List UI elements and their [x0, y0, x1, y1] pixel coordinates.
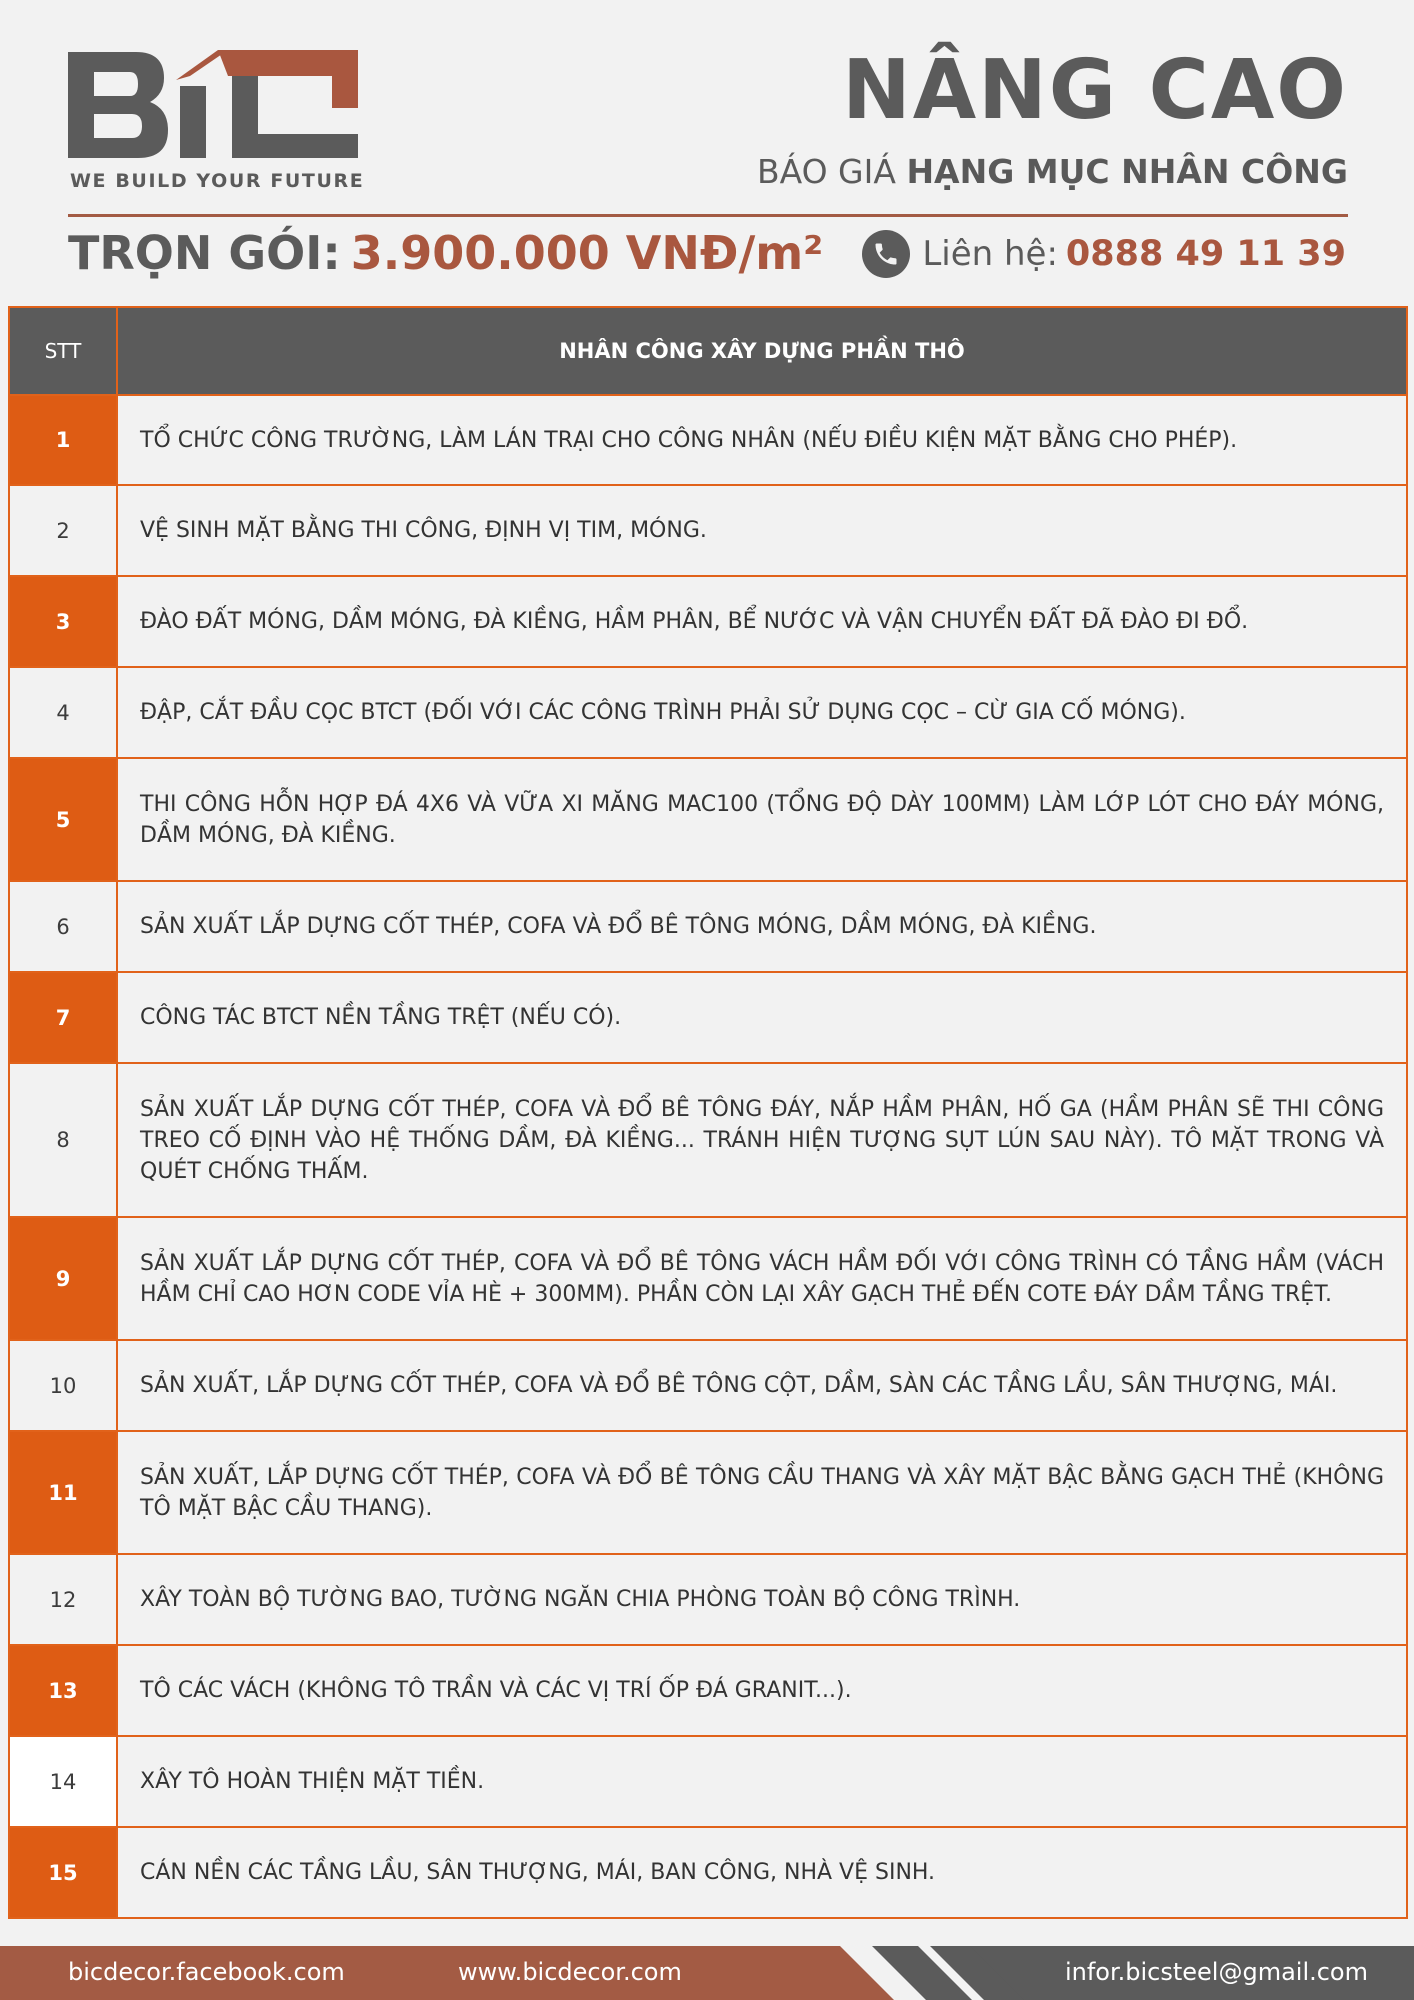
bic-logo-mark: [68, 46, 358, 166]
row-description: ĐẬP, CẮT ĐẦU CỌC BTCT (ĐỐI VỚI CÁC CÔNG TRÌNH PHẢI SỬ DỤNG CỌC – CỪ GIA CỐ MÓNG).: [140, 700, 1186, 725]
email-link[interactable]: infor.bicsteel@gmail.com: [1064, 1958, 1368, 1986]
row-description: SẢN XUẤT LẮP DỰNG CỐT THÉP, COFA VÀ ĐỔ BÊ TÔNG ĐÁY, NẮP HẦM PHÂN, HỐ GA (HẦM PHÂN SẼ THI CÔNG TREO CỐ ĐỊNH VÀO HỆ THỐNG DẦM, ĐÀ KIỀNG... TRÁNH HIỆN TƯỢNG SỤT LÚN SAU NÀY). TÔ MẶT TRONG VÀ QUÉT CHỐNG THẤM.: [140, 1096, 1384, 1184]
row-description: SẢN XUẤT, LẮP DỰNG CỐT THÉP, COFA VÀ ĐỔ BÊ TÔNG CỘT, DẦM, SÀN CÁC TẦNG LẦU, SÂN THƯỢNG, MÁI.: [140, 1373, 1338, 1398]
row-description: THI CÔNG HỖN HỢP ĐÁ 4X6 VÀ VỮA XI MĂNG MAC100 (TỔNG ĐỘ DÀY 100MM) LÀM LỚP LÓT CHO ĐÁY MÓNG, DẦM MÓNG, ĐÀ KIỀNG.: [140, 791, 1384, 848]
contact-phone: 0888 49 11 39: [1065, 234, 1346, 274]
row-description: TỔ CHỨC CÔNG TRƯỜNG, LÀM LÁN TRẠI CHO CÔNG NHÂN (NẾU ĐIỀU KIỆN MẶT BẰNG CHO PHÉP).: [140, 427, 1238, 453]
phone-icon: [862, 230, 910, 278]
row-number: 13: [10, 1646, 118, 1735]
facebook-link[interactable]: bicdecor.facebook.com: [68, 1958, 345, 1986]
row-description: XÂY TOÀN BỘ TƯỜNG BAO, TƯỜNG NGĂN CHIA PHÒNG TOÀN BỘ CÔNG TRÌNH.: [140, 1587, 1021, 1612]
table-row: [10, 668, 1406, 759]
row-number: 8: [10, 1064, 118, 1216]
row-description: SẢN XUẤT LẮP DỰNG CỐT THÉP, COFA VÀ ĐỔ BÊ TÔNG MÓNG, DẦM MÓNG, ĐÀ KIỀNG.: [140, 914, 1097, 939]
column-header-stt: STT: [10, 308, 118, 394]
table-row: [10, 882, 1406, 973]
row-description: XÂY TÔ HOÀN THIỆN MẶT TIỀN.: [140, 1769, 485, 1794]
contact-line: [862, 226, 1346, 282]
table-row: [10, 1064, 1406, 1218]
row-number: 12: [10, 1555, 118, 1644]
subtitle-prefix: BÁO GIÁ: [756, 152, 896, 191]
row-description: TÔ CÁC VÁCH (KHÔNG TÔ TRẦN VÀ CÁC VỊ TRÍ ỐP ĐÁ GRANIT...).: [140, 1678, 852, 1703]
table-row: [10, 1828, 1406, 1917]
row-number: 15: [10, 1828, 118, 1917]
row-number: 10: [10, 1341, 118, 1430]
page-title: NÂNG CAO: [842, 43, 1348, 138]
package-label: TRỌN GÓI:: [68, 226, 341, 280]
row-number: 14: [10, 1737, 118, 1826]
table-row: [10, 1737, 1406, 1828]
row-number: 9: [10, 1218, 118, 1339]
labor-items-table: [8, 306, 1408, 1919]
row-number: 6: [10, 882, 118, 971]
table-row: [10, 1341, 1406, 1432]
row-description: VỆ SINH MẶT BẰNG THI CÔNG, ĐỊNH VỊ TIM, MÓNG.: [140, 518, 707, 543]
table-row: [10, 486, 1406, 577]
row-description: SẢN XUẤT, LẮP DỰNG CỐT THÉP, COFA VÀ ĐỔ BÊ TÔNG CẦU THANG VÀ XÂY MẶT BẬC BẰNG GẠCH THẺ (KHÔNG TÔ MẶT BẬC CẦU THANG).: [140, 1464, 1384, 1521]
row-description: SẢN XUẤT LẮP DỰNG CỐT THÉP, COFA VÀ ĐỔ BÊ TÔNG VÁCH HẦM ĐỐI VỚI CÔNG TRÌNH CÓ TẦNG HẦM (VÁCH HẦM CHỈ CAO HƠN CODE VỈA HÈ + 300MM). PHẦN CÒN LẠI XÂY GẠCH THẺ ĐẾN COTE ĐÁY DẦM TẦNG TRỆT.: [140, 1250, 1384, 1307]
table-row: [10, 577, 1406, 668]
column-header-title: NHÂN CÔNG XÂY DỰNG PHẦN THÔ: [559, 338, 965, 363]
footer-bar: [0, 1946, 1414, 2000]
row-number: 7: [10, 973, 118, 1062]
table-row: [10, 1555, 1406, 1646]
table-row: [10, 973, 1406, 1064]
row-number: 11: [10, 1432, 118, 1553]
brand-tagline: WE BUILD YOUR FUTURE: [70, 170, 365, 192]
table-row: [10, 1218, 1406, 1341]
contact-label: Liên hệ:: [922, 234, 1058, 274]
table-row: [10, 396, 1406, 486]
page-subtitle: [757, 152, 1348, 191]
table-row: [10, 1646, 1406, 1737]
row-number: 5: [10, 759, 118, 880]
row-number: 2: [10, 486, 118, 575]
row-number: 3: [10, 577, 118, 666]
row-description: CÔNG TÁC BTCT NỀN TẦNG TRỆT (NẾU CÓ).: [140, 1005, 622, 1030]
table-header-row: [10, 308, 1406, 396]
subtitle-strong: HẠNG MỤC NHÂN CÔNG: [906, 152, 1348, 191]
package-price-line: [68, 224, 823, 282]
header-divider: [68, 214, 1348, 217]
row-number: 1: [10, 396, 118, 484]
package-price: 3.900.000 VNĐ/m²: [350, 226, 824, 280]
row-number: 4: [10, 668, 118, 757]
row-description: ĐÀO ĐẤT MÓNG, DẦM MÓNG, ĐÀ KIỀNG, HẦM PHÂN, BỂ NƯỚC VÀ VẬN CHUYỂN ĐẤT ĐÃ ĐÀO ĐI ĐỔ.: [140, 609, 1249, 634]
table-row: [10, 1432, 1406, 1555]
row-description: CÁN NỀN CÁC TẦNG LẦU, SÂN THƯỢNG, MÁI, BAN CÔNG, NHÀ VỆ SINH.: [140, 1860, 936, 1885]
website-link[interactable]: www.bicdecor.com: [458, 1958, 682, 1986]
table-row: [10, 759, 1406, 882]
